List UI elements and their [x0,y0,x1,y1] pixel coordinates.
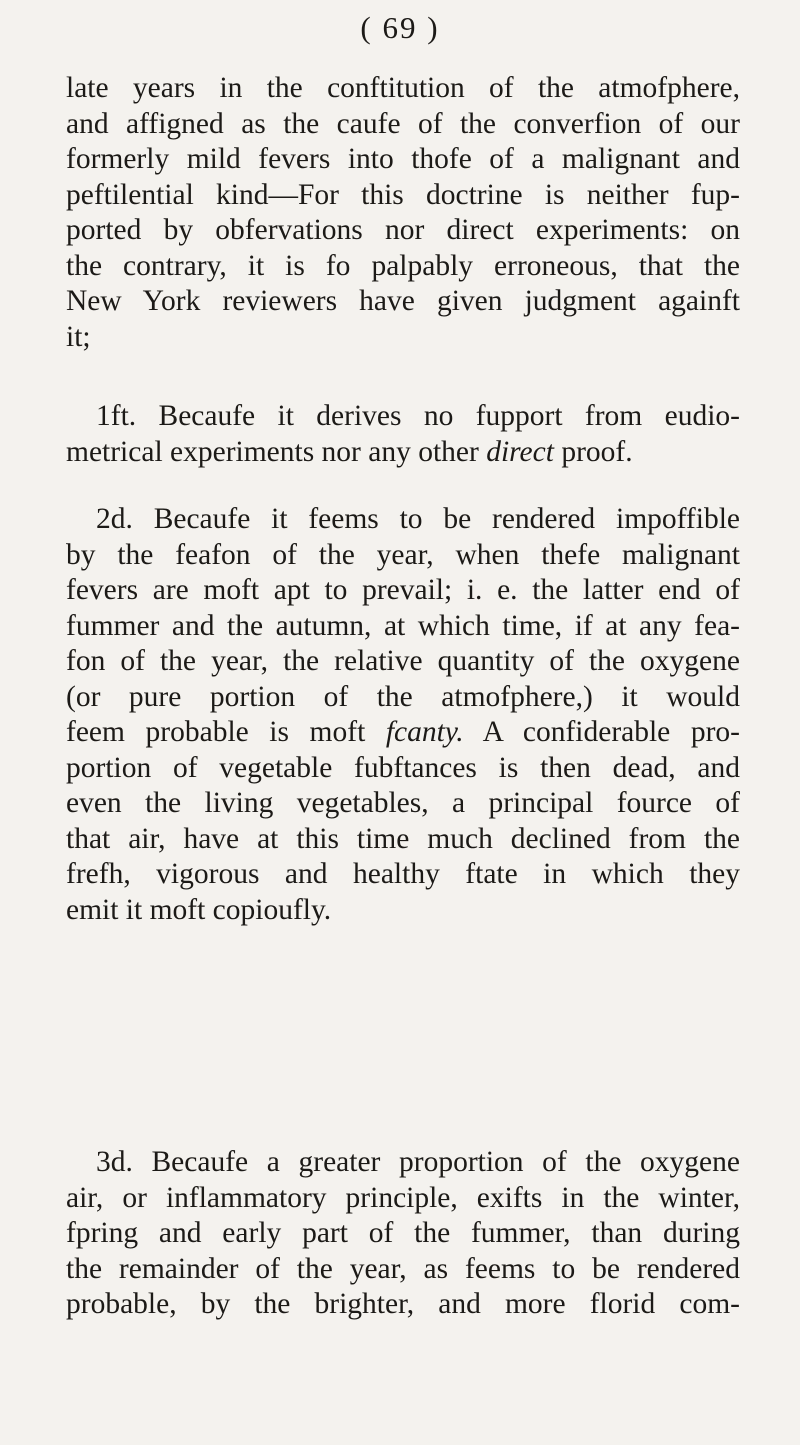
text-line: fpring and early part of the fummer, than during [66,1217,740,1249]
page-number: ( 69 ) [360,10,440,45]
text-line: air, or inflammatory principle, exifts in the winter, [66,1181,740,1214]
text-line: probable, by the brighter, and more florid com- [66,1288,740,1320]
text-line: (or pure portion of the atmofphere,) it would [66,680,740,713]
text-line: it; [66,320,91,353]
text-line: late years in the conftitution of the atmofphere, [66,72,740,104]
text-line: the remainder of the year, as feems to be rendered [66,1252,740,1285]
text-line: portion of vegetable fubftances is then dead, and [66,751,740,784]
text-run: feem probable is moft [66,716,386,748]
text-line: peftilential kind—For this doctrine is neither fup- [66,178,740,211]
paragraph-first-reason [66,399,740,470]
italic-word: direct [486,435,554,468]
text-line [66,715,740,751]
text-run: proof. [553,435,633,468]
text-line: fon of the year, the relative quantity of the oxygene [66,645,740,677]
text-line: emit it moft copioufly. [66,893,332,926]
paragraph-third-reason [66,1145,740,1323]
text-line: 2d. Becaufe it feems to be rendered impoffible [96,503,740,535]
text-line: that air, have at this time much declined from the [66,822,740,855]
text-line: the contrary, it is fo palpably erroneous, that the [66,249,740,282]
text-line: ported by obfervations nor direct experiments: on [66,214,740,246]
text-line: even the living vegetables, a principal fource of [66,787,740,819]
paragraph-second-reason [66,502,740,928]
text-line: formerly mild fevers into thofe of a malignant and [66,143,740,175]
text-line: fummer and the autumn, at which time, if at any fea- [66,609,740,642]
text-run: A confiderable pro- [463,716,740,748]
paragraph-continuation [66,71,740,355]
text-line: 1ft. Becaufe it derives no fupport from eudio- [96,400,740,432]
text-line: New York reviewers have given judgment againft [66,285,740,317]
text-line: frefh, vigorous and healthy ftate in which they [66,858,740,890]
text-line: fevers are moft apt to prevail; i. e. the latter end of [66,574,740,606]
text-line: and affigned as the caufe of the converfion of our [66,107,740,140]
text-line [66,435,740,471]
text-line: by the feafon of the year, when thefe malignant [66,538,740,571]
text-line: 3d. Becaufe a greater proportion of the oxygene [96,1146,740,1178]
text-run: metrical experiments nor any other [66,435,487,468]
italic-word: fcanty. [385,716,464,748]
